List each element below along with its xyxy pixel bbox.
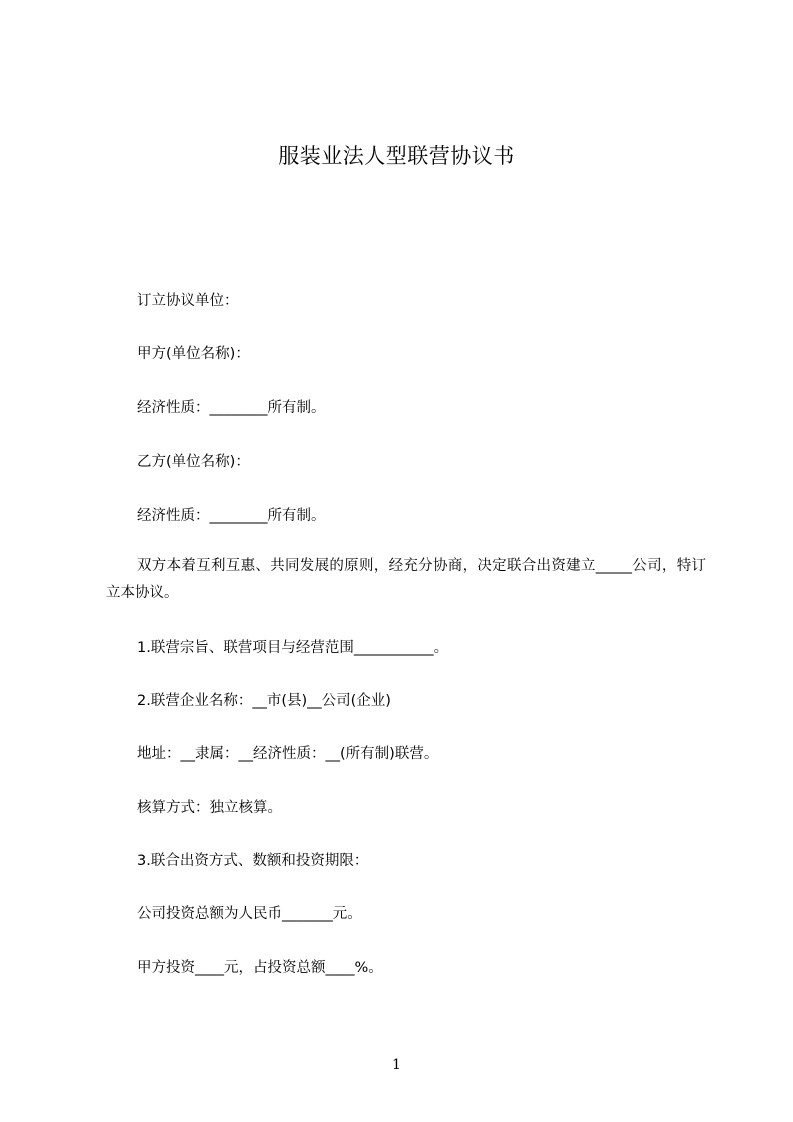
party-a-economic-nature: 经济性质：________所有制。 <box>137 400 326 416</box>
document-title: 服装业法人型联营协议书 <box>278 144 515 168</box>
clause-3-investment: 3.联合出资方式、数额和投资期限： <box>137 853 369 869</box>
address-line: 地址：__隶属：__经济性质：__(所有制)联营。 <box>137 746 439 762</box>
total-investment: 公司投资总额为人民币_______元。 <box>137 906 362 922</box>
clause-1-purpose: 1.联营宗旨、联营项目与经营范围___________。 <box>137 640 449 656</box>
party-b-name: 乙方(单位名称)： <box>137 454 250 470</box>
clause-2-enterprise-name: 2.联营企业名称：__市(县)__公司(企业) <box>137 693 391 709</box>
contract-parties-heading: 订立协议单位： <box>137 293 239 309</box>
accounting-method: 核算方式：独立核算。 <box>137 800 282 816</box>
page-number: 1 <box>392 1057 401 1073</box>
party-a-name: 甲方(单位名称)： <box>137 346 250 362</box>
party-b-economic-nature: 经济性质：________所有制。 <box>137 508 326 524</box>
preamble-paragraph: 双方本着互利互惠、共同发展的原则，经充分协商，决定联合出资建立_____公司，特订立本协议。 <box>106 558 706 601</box>
party-a-investment: 甲方投资____元，占投资总额____%。 <box>137 960 383 976</box>
